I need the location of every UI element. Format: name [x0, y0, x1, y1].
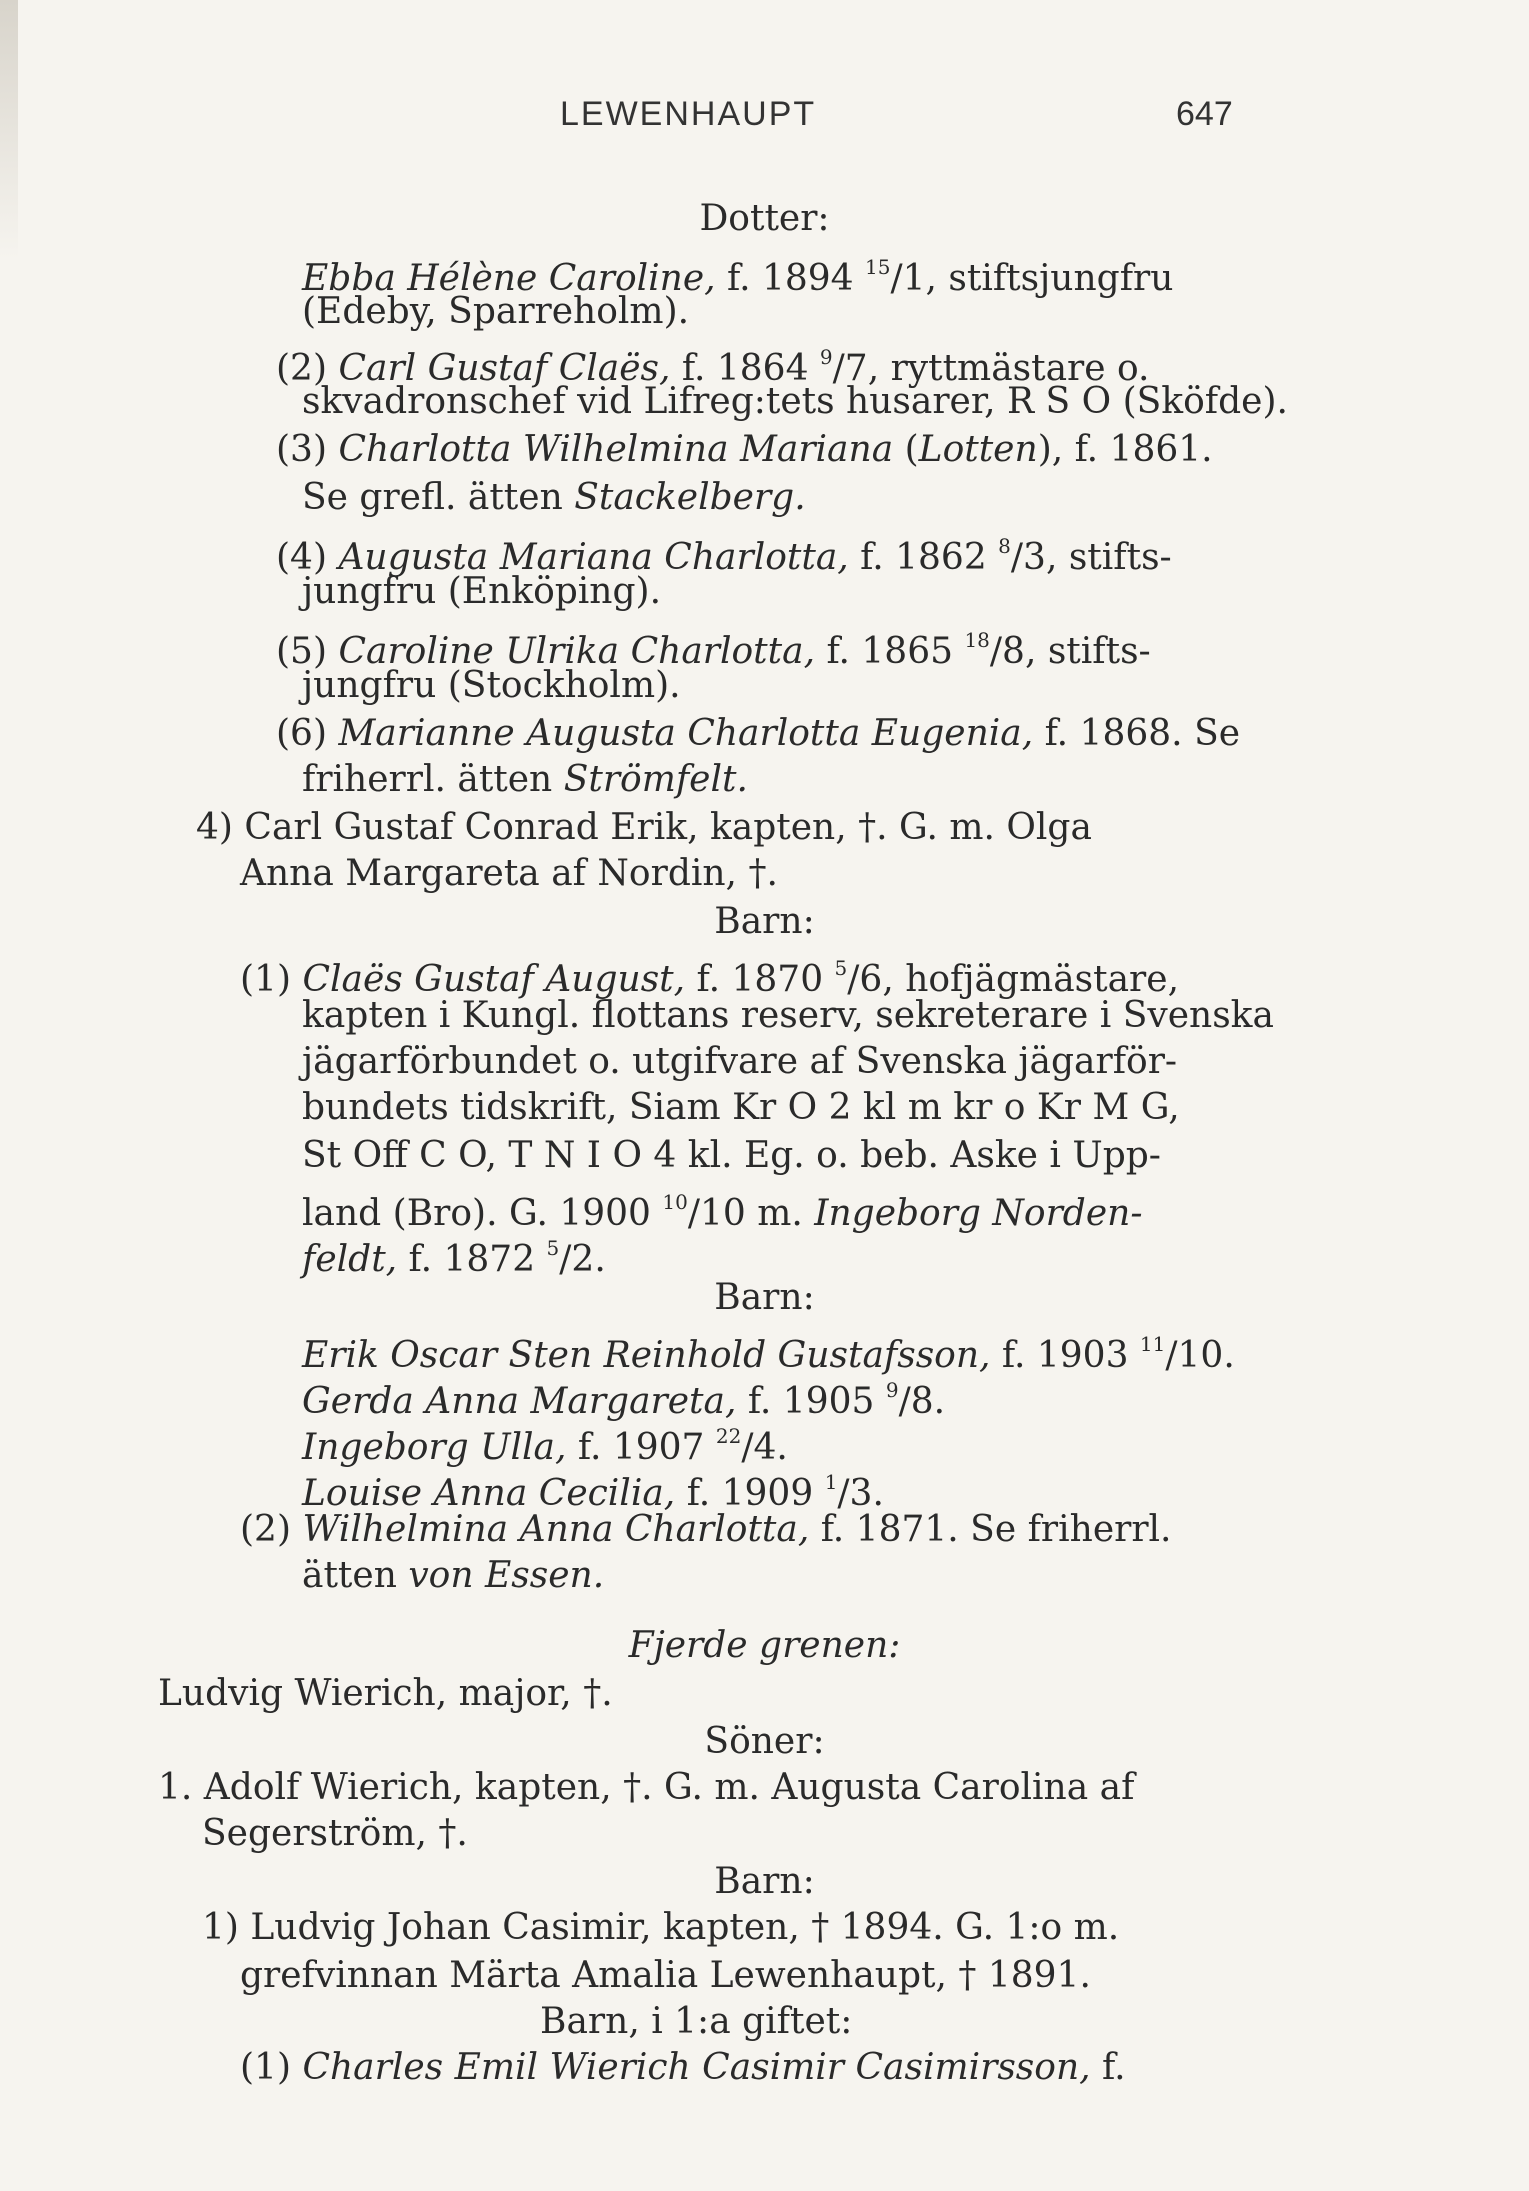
text-line: (5) Caroline Ulrika Charlotta, f. 1865 $^{18}$/8, stifts- [276, 628, 1151, 672]
text-line: Gerda Anna Margareta, f. 1905 $^9$/8. [302, 1378, 946, 1422]
text-line: kapten i Kungl. flottans reserv, sekreterare i Svenska [302, 995, 1274, 1036]
text-line: jägarförbundet o. utgifvare af Svenska jägarför- [302, 1041, 1178, 1082]
text-line: (4) Augusta Mariana Charlotta, f. 1862 $^8$/3, stifts- [276, 534, 1172, 578]
heading-barn: Barn: [714, 901, 815, 942]
text-line: ätten von Essen. [302, 1555, 605, 1596]
text-line: grefvinnan Märta Amalia Lewenhaupt, † 1891. [240, 1955, 1091, 1996]
text-line: Barn, i 1:a giftet: [540, 2001, 853, 2042]
text-line: Ingeborg Ulla, f. 1907 $^{22}$/4. [302, 1424, 788, 1468]
text-line: Se grefl. ätten Stackelberg. [302, 477, 806, 518]
text-line: (3) Charlotta Wilhelmina Mariana (Lotten), f. 1861. [276, 429, 1213, 470]
text-line: Ebba Hélène Caroline, f. 1894 $^{15}$/1, stiftsjungfru [302, 255, 1174, 299]
text-line: (1) Claës Gustaf August, f. 1870 $^5$/6, hofjägmästare, [240, 956, 1180, 1000]
text-line: land (Bro). G. 1900 $^{10}$/10 m. Ingeborg Norden- [302, 1190, 1143, 1234]
section-heading: Fjerde grenen: [628, 1625, 901, 1666]
text-line: Segerström, †. [202, 1813, 468, 1854]
text-line: jungfru (Enköping). [302, 571, 662, 612]
text-line: Louise Anna Cecilia, f. 1909 $^1$/3. [302, 1470, 884, 1514]
running-head: LEWENHAUPT [560, 95, 817, 133]
heading-barn: Barn: [714, 1861, 815, 1902]
heading-dotter: Dotter: [699, 198, 830, 239]
text-line: feldt, f. 1872 $^5$/2. [302, 1236, 606, 1280]
text-line: (6) Marianne Augusta Charlotta Eugenia, f. 1868. Se [276, 713, 1241, 754]
text-line: (2) Wilhelmina Anna Charlotta, f. 1871. Se friherrl. [240, 1509, 1172, 1550]
text-line: Anna Margareta af Nordin, †. [240, 853, 778, 894]
text-line: (1) Charles Emil Wierich Casimir Casimirsson, f. [240, 2047, 1126, 2088]
page-number: 647 [1176, 95, 1233, 133]
text-line: Erik Oscar Sten Reinhold Gustafsson, f. 1903 $^{11}$/10. [302, 1332, 1235, 1376]
heading-barn: Barn: [714, 1277, 815, 1318]
text-line: jungfru (Stockholm). [302, 665, 681, 706]
text-line: Ludvig Wierich, major, †. [158, 1673, 613, 1714]
text-line: skvadronschef vid Lifreg:tets husarer, R S O (Sköfde). [302, 381, 1288, 422]
text-line: St Off C O, T N I O 4 kl. Eg. o. beb. Aske i Upp- [302, 1135, 1161, 1176]
text-line: 1. Adolf Wierich, kapten, †. G. m. Augusta Carolina af [158, 1767, 1135, 1808]
text-line: 4) Carl Gustaf Conrad Erik, kapten, †. G. m. Olga [196, 807, 1092, 848]
text-line: friherrl. ätten Strömfelt. [302, 759, 748, 800]
text-line: bundets tidskrift, Siam Kr O 2 kl m kr o Kr M G, [302, 1087, 1180, 1128]
text-line: (2) Carl Gustaf Claës, f. 1864 $^9$/7, ryttmästare o. [276, 345, 1150, 389]
text-line: 1) Ludvig Johan Casimir, kapten, † 1894. G. 1:o m. [202, 1907, 1120, 1948]
text-line: (Edeby, Sparreholm). [302, 291, 690, 332]
page-header [0, 95, 1529, 145]
heading-soner: Söner: [704, 1721, 825, 1762]
